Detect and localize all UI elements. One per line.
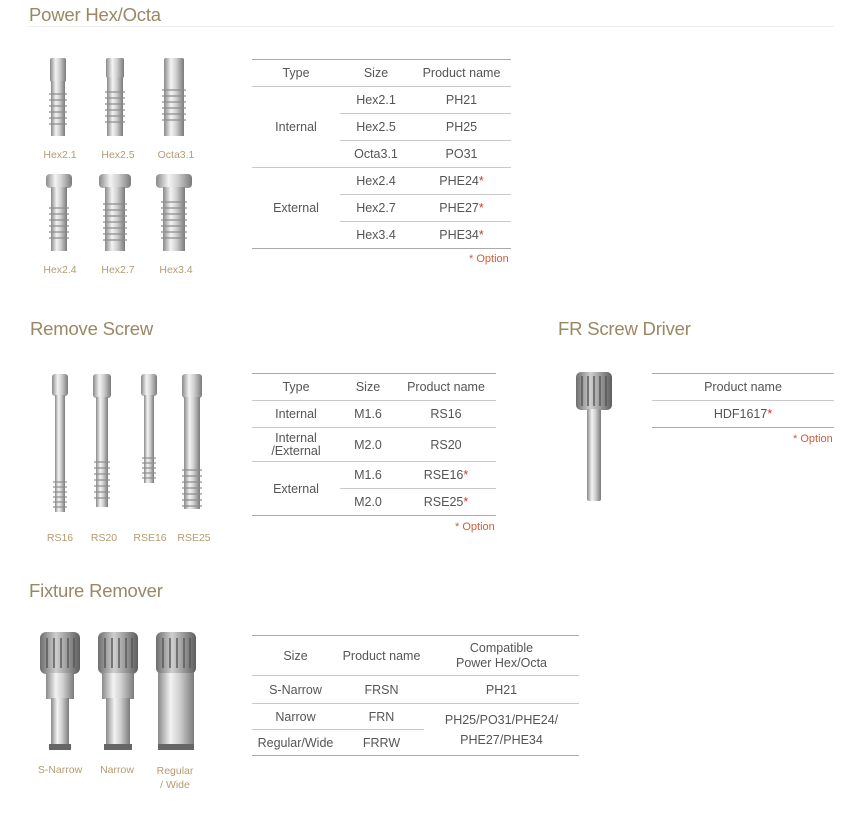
caption-octa3-1: Octa3.1 <box>157 149 195 161</box>
hex2-4-screw-image <box>46 174 72 251</box>
size-cell: Regular/Wide <box>252 730 339 756</box>
fr-screw-driver-table <box>652 373 834 428</box>
product-cell: FRSN <box>339 676 424 704</box>
section-title-fr-screw-driver: FR Screw Driver <box>558 318 691 339</box>
product-name: PH21 <box>445 93 478 107</box>
product-cell <box>396 401 496 428</box>
product-name: RSE16 <box>423 468 464 482</box>
size-cell: Hex3.4 <box>340 222 412 249</box>
caption-hex3-4: Hex3.4 <box>159 264 193 276</box>
caption-narrow: Narrow <box>100 764 134 776</box>
product-cell <box>412 222 511 249</box>
product-cell: FRRW <box>339 730 424 756</box>
section-top-rule <box>28 26 834 27</box>
compatible-cell: PH25/PO31/PHE24/ PHE27/PHE34 <box>424 704 579 756</box>
hex2-5-screw-image <box>105 58 125 136</box>
header-size: Size <box>340 60 412 87</box>
option-mark: * <box>767 407 773 421</box>
product-name: RS20 <box>430 437 462 452</box>
header-type: Type <box>252 374 340 401</box>
product-cell <box>412 168 511 195</box>
power-hex-octa-table <box>252 59 511 249</box>
type-cell: Internal <box>252 401 340 428</box>
narrow-remover-image <box>98 632 138 750</box>
header-product-name: Product name <box>652 374 834 401</box>
product-cell <box>412 87 511 114</box>
size-cell: Hex2.7 <box>340 195 412 222</box>
product-name: PH25 <box>445 120 478 134</box>
caption-hex2-7: Hex2.7 <box>101 264 135 276</box>
option-mark: * <box>463 495 469 509</box>
header-product-name: Product name <box>412 60 511 87</box>
size-cell: Narrow <box>252 704 339 730</box>
compatible-cell: PH21 <box>424 676 579 704</box>
caption-regular-wide: Regular / Wide <box>156 765 194 791</box>
remove-screw-images <box>40 370 220 520</box>
header-product-name: Product name <box>396 374 496 401</box>
size-cell: M2.0 <box>340 428 396 462</box>
product-cell <box>412 114 511 141</box>
size-cell: M1.6 <box>340 401 396 428</box>
caption-hex2-1: Hex2.1 <box>43 149 77 161</box>
header-size: Size <box>340 374 396 401</box>
option-mark: * <box>478 201 484 215</box>
product-cell <box>412 141 511 168</box>
type-cell: External <box>252 462 340 516</box>
size-cell: M2.0 <box>340 489 396 516</box>
product-cell <box>652 401 834 428</box>
rse25-screw-image <box>182 374 202 509</box>
option-note: * Option <box>793 433 833 445</box>
type-cell: Internal /External <box>252 428 340 462</box>
size-cell: Hex2.1 <box>340 87 412 114</box>
type-cell: Internal <box>252 87 340 168</box>
section-title-power-hex-octa: Power Hex/Octa <box>29 4 161 25</box>
fixture-remover-table <box>252 635 579 756</box>
product-name: RSE25 <box>423 495 464 509</box>
section-title-fixture-remover: Fixture Remover <box>29 580 163 601</box>
hex2-1-screw-image <box>49 58 67 136</box>
product-name: PHE24 <box>439 174 479 188</box>
rs20-screw-image <box>93 374 111 507</box>
product-name: HDF1617 <box>713 407 768 421</box>
product-cell <box>396 428 496 462</box>
option-mark: * <box>463 468 469 482</box>
s-narrow-remover-image <box>40 632 80 750</box>
option-mark: * <box>478 228 484 242</box>
product-cell <box>396 489 496 516</box>
rs16-screw-image <box>52 374 68 512</box>
remove-screw-table <box>252 373 496 516</box>
caption-hex2-4: Hex2.4 <box>43 264 77 276</box>
size-cell: Hex2.4 <box>340 168 412 195</box>
caption-rse16: RSE16 <box>133 532 167 544</box>
product-name: PHE27 <box>439 201 479 215</box>
option-note: * Option <box>455 521 495 533</box>
section-title-remove-screw: Remove Screw <box>30 318 154 339</box>
option-note: * Option <box>469 253 509 265</box>
rse16-screw-image <box>141 374 157 483</box>
fixture-remover-images <box>36 628 206 758</box>
header-compatible: Compatible Power Hex/Octa <box>424 636 579 676</box>
header-product-name: Product name <box>339 636 424 676</box>
regular-wide-remover-image <box>156 632 196 750</box>
product-cell <box>396 462 496 489</box>
product-cell: FRN <box>339 704 424 730</box>
product-name: RS16 <box>430 407 462 421</box>
caption-hex2-5: Hex2.5 <box>101 149 135 161</box>
size-cell: Hex2.5 <box>340 114 412 141</box>
hex2-7-screw-image <box>99 174 131 251</box>
hex3-4-screw-image <box>156 174 192 251</box>
product-name: PHE34 <box>439 228 479 242</box>
size-cell: S-Narrow <box>252 676 339 704</box>
caption-rs16: RS16 <box>46 532 74 544</box>
caption-s-narrow: S-Narrow <box>37 764 83 776</box>
option-mark: * <box>478 174 484 188</box>
caption-rse25: RSE25 <box>177 532 211 544</box>
product-cell <box>412 195 511 222</box>
fr-screw-driver-image <box>570 368 620 508</box>
header-type: Type <box>252 60 340 87</box>
size-cell: M1.6 <box>340 462 396 489</box>
header-size: Size <box>252 636 339 676</box>
octa3-1-screw-image <box>162 58 186 136</box>
size-cell: Octa3.1 <box>340 141 412 168</box>
type-cell: External <box>252 168 340 249</box>
product-name: PO31 <box>445 147 478 161</box>
caption-rs20: RS20 <box>90 532 118 544</box>
